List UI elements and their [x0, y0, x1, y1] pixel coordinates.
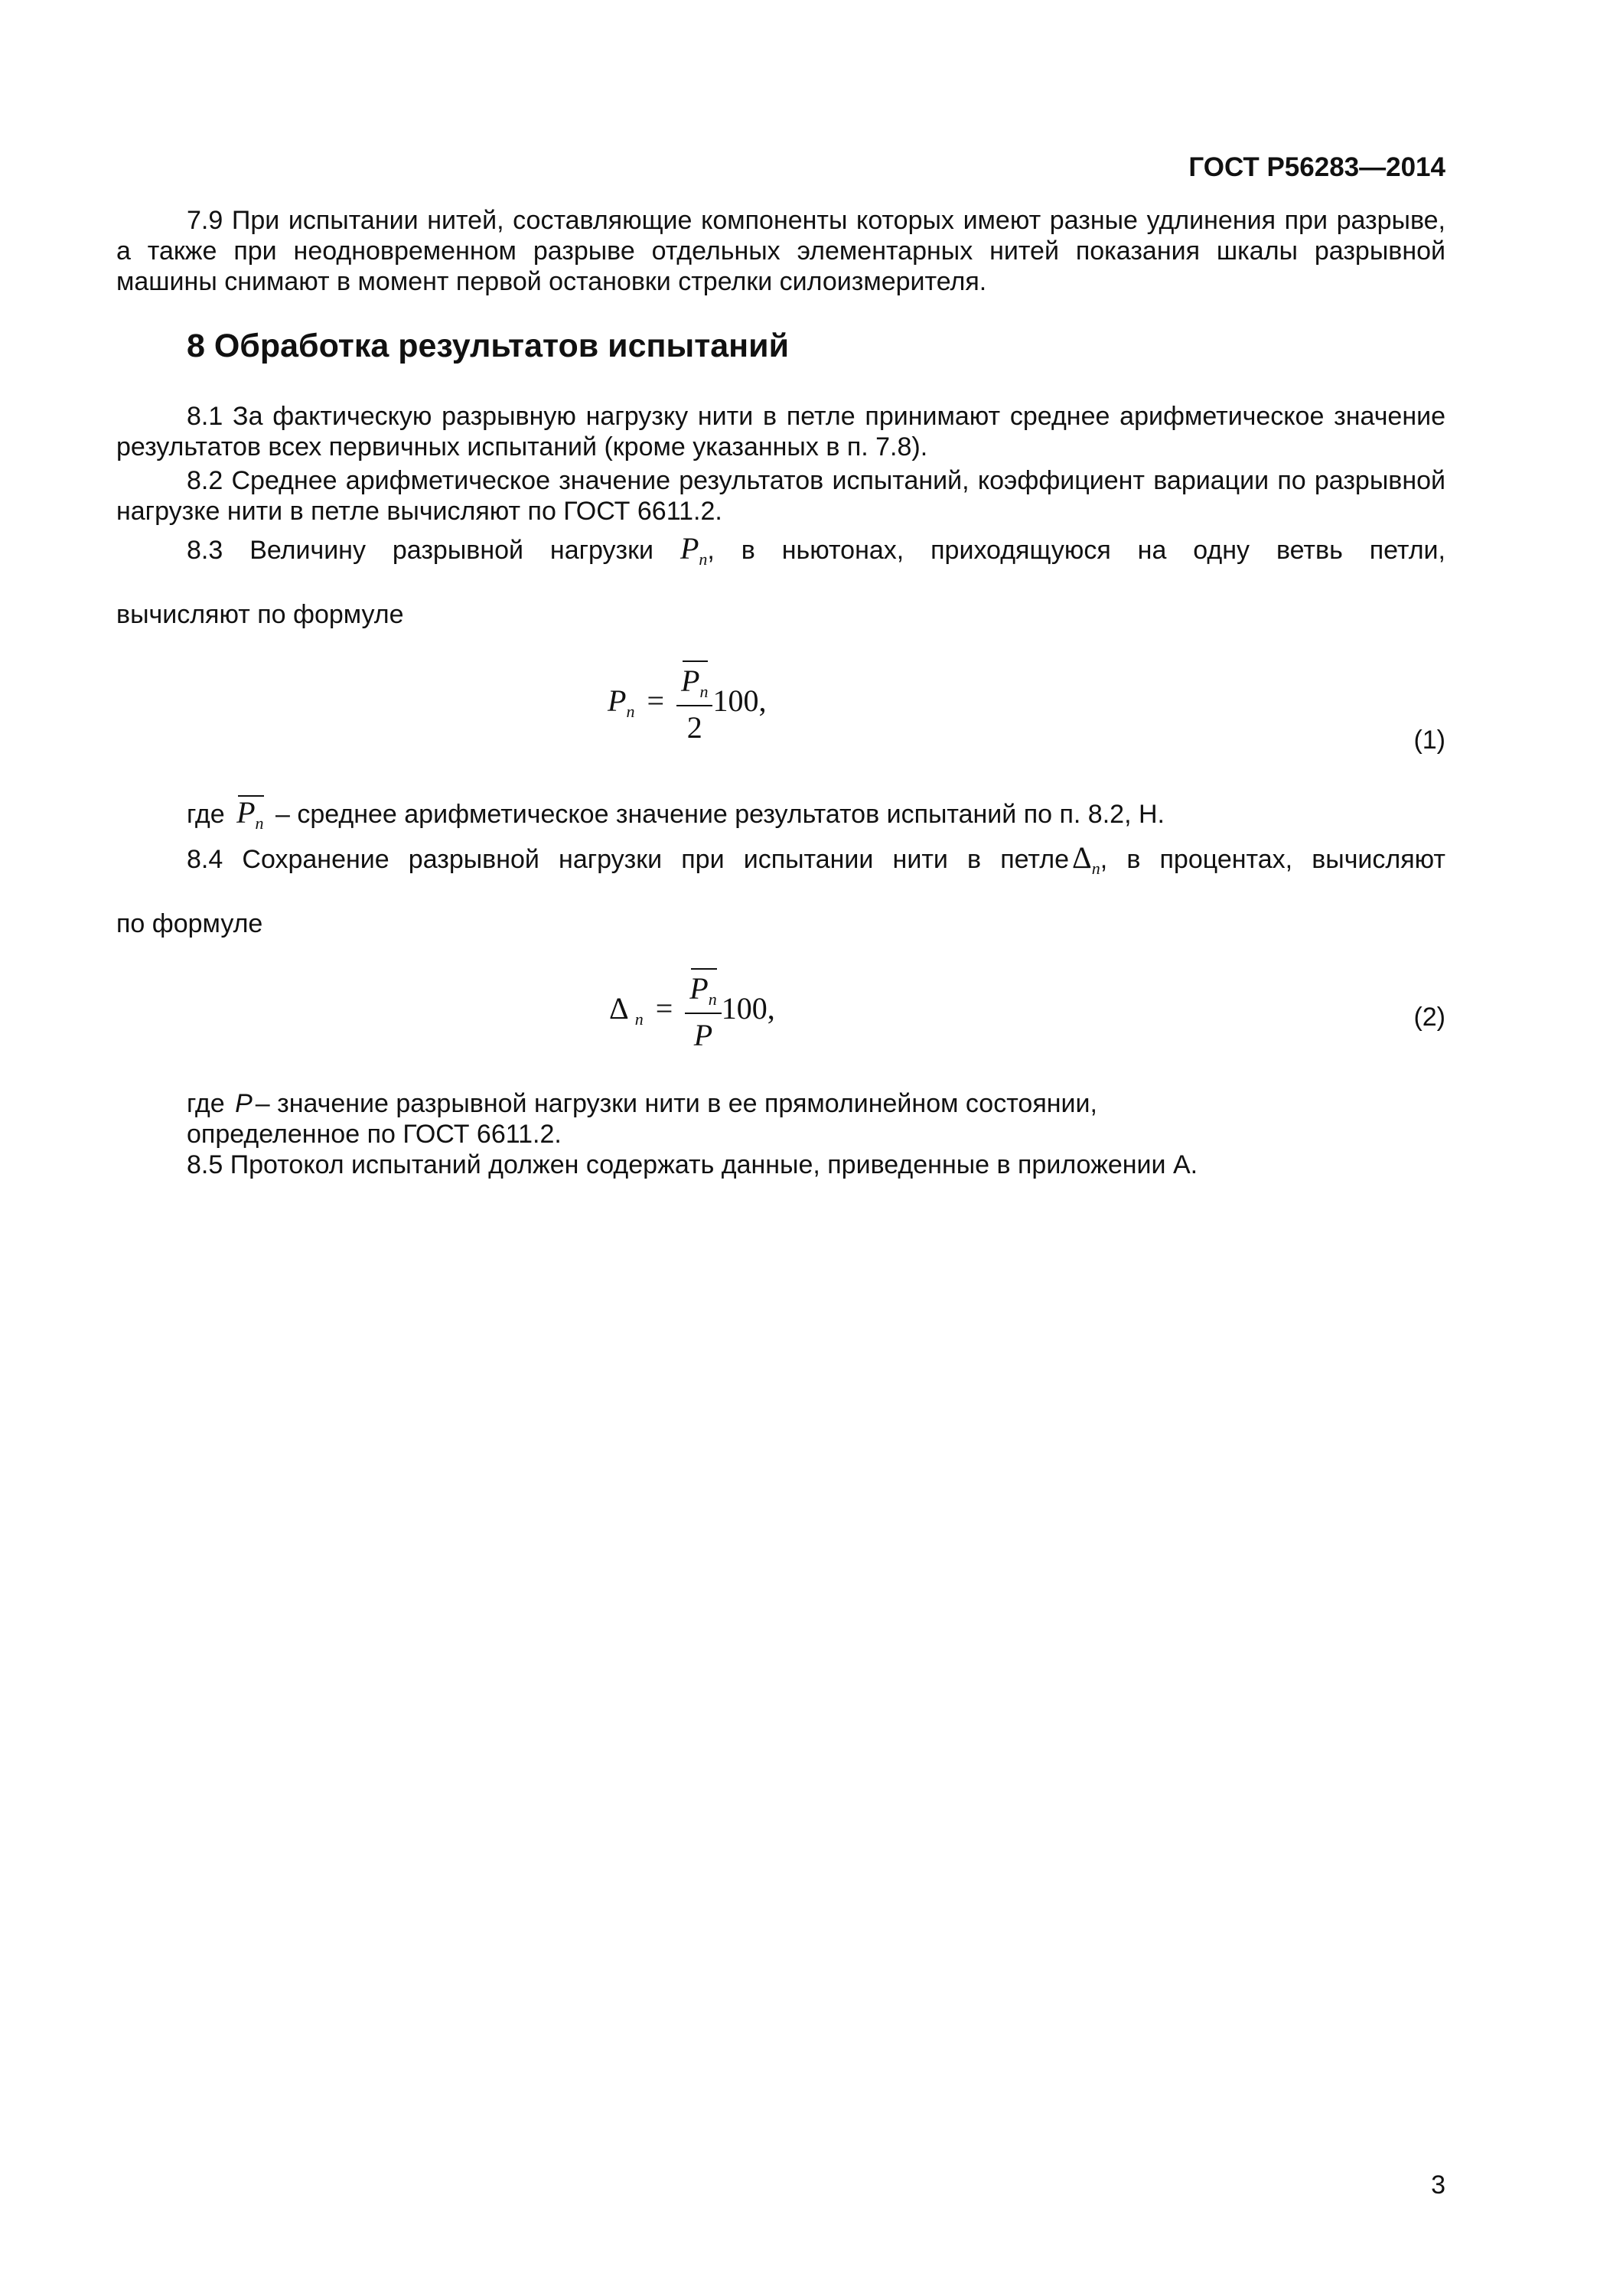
paragraph-8-3-continuation: [116, 599, 1445, 630]
formula-1-number: (1): [1413, 726, 1445, 755]
retention-symbol: $\Delta_n$: [1072, 840, 1100, 878]
formula-2-mean-symbol: $P_n$: [689, 971, 717, 1009]
formula-1-lhs: $P_n$: [608, 683, 635, 722]
document-code: ГОСТ Р56283—2014: [1188, 152, 1445, 182]
paragraph-8-3-line2: вычисляют по формуле: [116, 600, 404, 629]
formula-2-lhs: Δ $_n$: [609, 991, 644, 1029]
where-2-symbol: P: [235, 1089, 253, 1118]
where-1-text: – среднее арифметическое значение результатов испытаний по п. 8.2, Н.: [275, 800, 1165, 829]
where-2-line2: определенное по ГОСТ 6611.2.: [187, 1120, 562, 1149]
paragraph-8-5-text: 8.5 Протокол испытаний должен содержать данные, приведенные в приложении А.: [187, 1150, 1198, 1179]
paragraph-8-1: [116, 401, 1445, 462]
where-2: [187, 1088, 1445, 1150]
paragraph-8-3-lead: 8.3 Величину разрывной нагрузки: [187, 536, 653, 565]
paragraph-8-2: [116, 465, 1445, 527]
paragraph-8-4-line1: [116, 840, 1445, 884]
formula-2-equals: =: [655, 991, 673, 1026]
paragraph-7-9-text: 7.9 При испытании нитей, составляющие компоненты которых имеют разные удлинения при разрыве, а также при неодновременном разрыве отдельных элементарных нитей показания шкалы разрывной машины снимают в момент первой остановки стрелки силоизмерителя.: [116, 206, 1445, 296]
breaking-load-symbol: $P_n$: [680, 531, 708, 569]
section-8-heading: 8 Обработка результатов испытаний: [187, 328, 790, 364]
formula-1-equals: =: [647, 683, 664, 719]
paragraph-8-3: [116, 533, 1445, 575]
paragraph-8-3-line1: [116, 533, 1445, 575]
formula-1-mean-symbol: $P_n$: [681, 664, 709, 701]
formula-2-number: (2): [1413, 1003, 1445, 1032]
formula-2-denominator: P: [693, 1018, 713, 1052]
where-1: [187, 797, 1445, 839]
where-1-mean-symbol: $P_n$: [236, 797, 263, 839]
paragraph-8-4-lead: 8.4 Сохранение разрывной нагрузки при испытании нити в петле: [187, 845, 1069, 874]
paragraph-7-9: [116, 205, 1445, 297]
paragraph-8-4-line2: по формуле: [116, 909, 263, 938]
formula-2: [609, 970, 775, 1053]
formula-1: [608, 663, 766, 745]
formula-2-fraction: [685, 970, 721, 1053]
paragraph-8-5: [187, 1150, 1445, 1180]
where-2-line1: – значение разрывной нагрузки нити в ее прямолинейном состоянии,: [255, 1089, 1097, 1118]
where-2-prefix: где: [187, 1089, 225, 1118]
formula-2-multiplier: 100,: [721, 991, 775, 1026]
formula-1-fraction: [676, 663, 712, 745]
paragraph-8-1-text: 8.1 За фактическую разрывную нагрузку нити в петле принимают среднее арифметическое значение результатов всех первичных испытаний (кроме указанных в п. 7.8).: [116, 402, 1445, 461]
paragraph-8-4-continuation: [116, 908, 1445, 939]
paragraph-8-4: [116, 840, 1445, 884]
page-number: 3: [1431, 2170, 1445, 2200]
paragraph-8-3-tail: , в ньютонах, приходящуюся на одну ветвь петли,: [707, 536, 1445, 565]
where-1-prefix: где: [187, 800, 225, 829]
formula-1-denominator: 2: [686, 710, 702, 745]
paragraph-8-2-text: 8.2 Среднее арифметическое значение результатов испытаний, коэффициент вариации по разрывной нагрузке нити в петле вычисляют по ГОСТ 6611.2.: [116, 466, 1445, 526]
formula-1-multiplier: 100,: [712, 683, 767, 719]
paragraph-8-4-tail: , в процентах, вычисляют: [1100, 845, 1445, 874]
